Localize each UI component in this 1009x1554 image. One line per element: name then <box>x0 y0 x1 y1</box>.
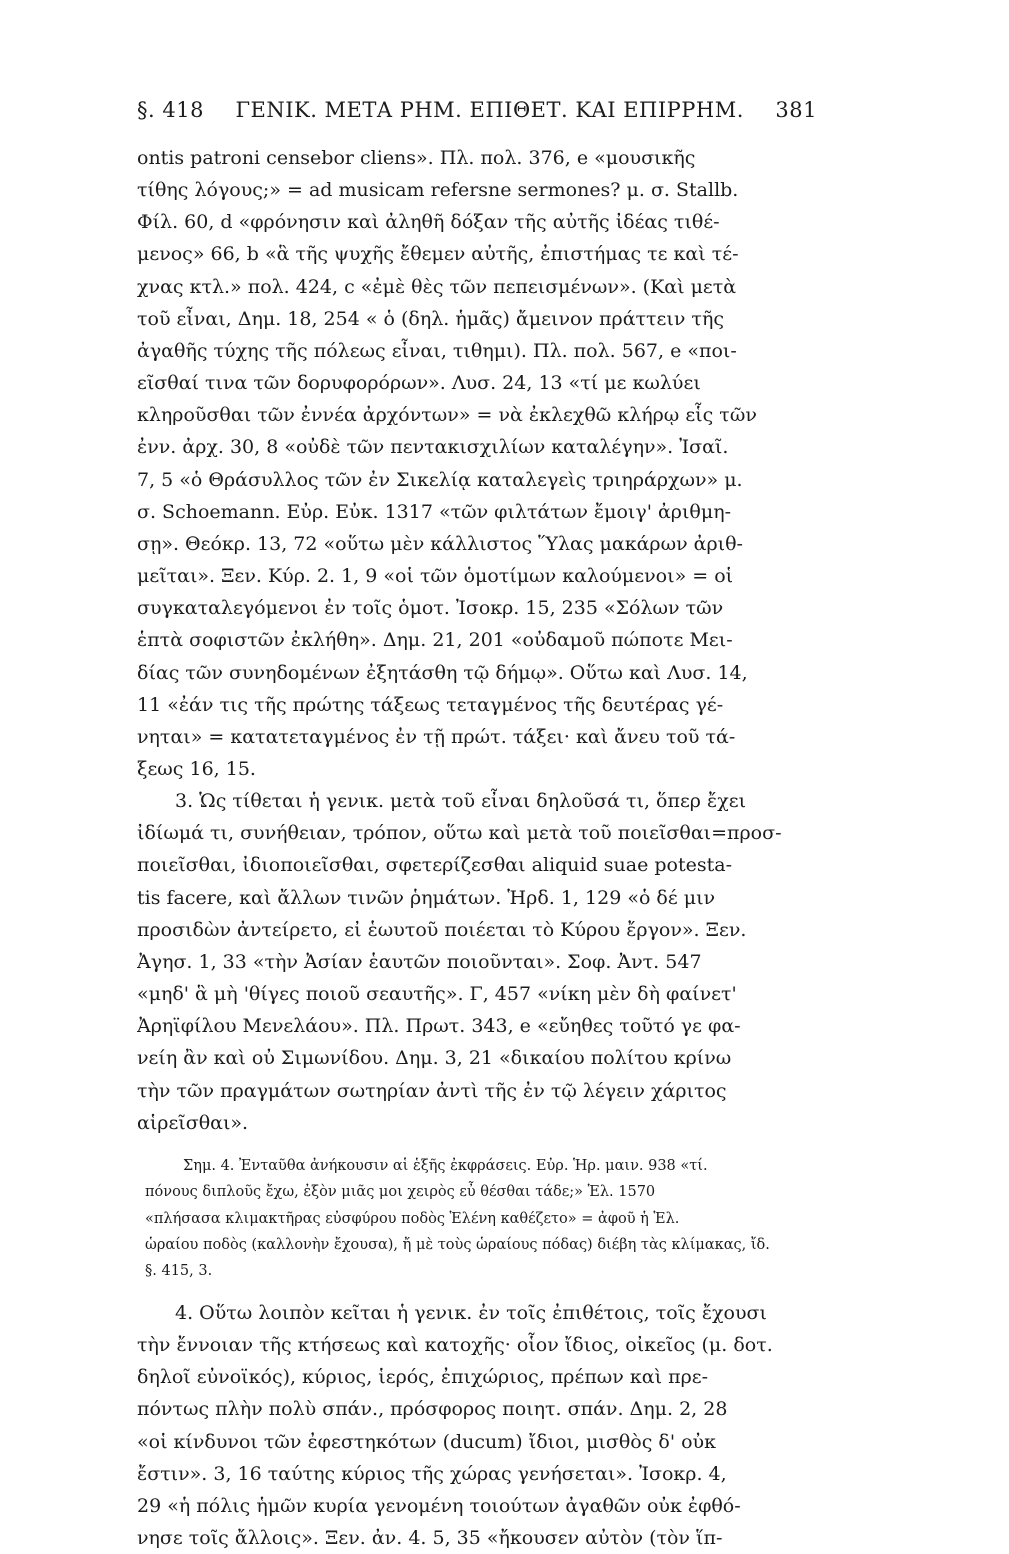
text-line: νησε τοῖς ἄλλοις». Ξεν. ἀν. 4. 5, 35 «ἤκουσεν αὐτὸν (τὸν ἵπ- <box>137 1526 723 1549</box>
text-line: τίθης λόγους;» = ad musicam refersne sermones? μ. σ. Stallb. <box>137 179 739 202</box>
text-line: 29 «ἡ πόλις ἡμῶν κυρία γενομένη τοιούτων ἀγαθῶν οὐκ ἐφθό- <box>137 1494 741 1517</box>
header-title: ΓΕΝΙΚ. ΜΕΤΑ ΡΗΜ. ΕΠΙΘΕΤ. ΚΑΙ ΕΠΙΡΡΗΜ. <box>235 98 744 122</box>
text-line: «μηδ' ἃ μὴ 'θίγες ποιοῦ σεαυτῆς». Γ, 457 «νίκη μὲν δὴ φαίνετ' <box>137 983 737 1006</box>
text-line: tis facere, καὶ ἄλλων τινῶν ῥημάτων. Ἡρδ. 1, 129 «ὁ δέ μιν <box>137 886 716 909</box>
text-line: εῖσθαί τινα τῶν δορυφορόρων». Λυσ. 24, 13 «τί με κωλύει <box>137 372 701 395</box>
text-line: πόντως πλὴν πολὺ σπάν., πρόσφορος ποιητ. σπάν. Δημ. 2, 28 <box>137 1398 728 1421</box>
text-line: ποιεῖσθαι, ἰδιοποιεῖσθαι, σφετερίζεσθαι aliquid suae potesta- <box>137 854 732 877</box>
text-line: ὡραίου ποδὸς (καλλονὴν ἔχουσα), ἤ μὲ τοὺς ὡραίους πόδας) διέβη τὰς κλίμακας, ἴδ. <box>145 1237 770 1254</box>
text-line: ontis patroni censebor cliens». Πλ. πολ. 376, e «μουσικῆς <box>137 147 696 169</box>
section-number: §. 418 <box>137 98 204 122</box>
text-line: Ἀγησ. 1, 33 «τὴν Ἀσίαν ἑαυτῶν ποιοῦνται». Σοφ. Ἀντ. 547 <box>137 950 702 973</box>
text-line: Ἀρηϊφίλου Μενελάου». Πλ. Πρωτ. 343, e «εὔηθες τοῦτό γε φα- <box>137 1015 741 1038</box>
text-line: τὴν τῶν πραγμάτων σωτηρίαν ἀντὶ τῆς ἐν τῷ λέγειν χάριτος <box>137 1079 727 1102</box>
text-line: ἀγαθῆς τύχης τῆς πόλεως εἶναι, τιθημι). Πλ. πολ. 567, e «ποι- <box>137 339 737 362</box>
text-line: πόνους διπλοῦς ἔχω, ἐξὸν μιᾶς μοι χειρὸς εὖ θέσθαι τάδε;» Ἑλ. 1570 <box>145 1184 656 1201</box>
text-line: μεῖται». Ξεν. Κύρ. 2. 1, 9 «οἱ τῶν ὁμοτίμων καλούμενοι» = οἱ <box>137 565 734 588</box>
text-line: νηται» = κατατεταγμένος ἐν τῇ πρώτ. τάξει· καὶ ἄνευ τοῦ τά- <box>137 725 736 748</box>
text-line: αἱρεῖσθαι». <box>137 1111 249 1134</box>
text-line: «οἱ κίνδυνοι τῶν ἐφεστηκότων (ducum) ἴδιοι, μισθὸς δ' οὐκ <box>137 1430 716 1453</box>
text-line: ἑπτὰ σοφιστῶν ἐκλήθη». Δημ. 21, 201 «οὐδαμοῦ πώποτε Μει- <box>137 629 733 652</box>
note-4 <box>137 1153 817 1285</box>
text-line: συγκαταλεγόμενοι ἐν τοῖς ὁμοτ. Ἰσοκρ. 15, 235 «Σόλων τῶν <box>137 597 724 620</box>
paragraph-continuation <box>137 142 817 785</box>
text-line: 7, 5 «ὁ Θράσυλλος τῶν ἐν Σικελίᾳ καταλεγεὶς τριηράρχων» μ. <box>137 468 743 491</box>
text-line: τοῦ εἶναι, Δημ. 18, 254 « ὁ (δηλ. ἡμᾶς) ἄμεινον πράττειν τῆς <box>137 307 724 330</box>
text-line: ἐνν. ἀρχ. 30, 8 «οὐδὲ τῶν πεντακισχιλίων καταλέγην». Ἰσαῖ. <box>137 436 729 459</box>
page-number: 381 <box>775 98 817 122</box>
text-line: 11 «ἐάν τις τῆς πρώτης τάξεως τεταγμένος τῆς δευτέρας γέ- <box>137 693 724 716</box>
text-line: σ. Schoemann. Εὐρ. Εὐκ. 1317 «τῶν φιλτάτων ἔμοιγ' ἀριθμη- <box>137 500 732 523</box>
text-line: 4. Οὕτω λοιπὸν κεῖται ἡ γενικ. ἐν τοῖς ἐπιθέτοις, τοῖς ἔχουσι <box>175 1301 767 1324</box>
text-line: μενος» 66, b «ἃ τῆς ψυχῆς ἔθεμεν αὐτῆς, ἐπιστήμας τε καὶ τέ- <box>137 243 739 266</box>
text-line: §. 415, 3. <box>145 1263 213 1280</box>
text-line: σῃ». Θεόκρ. 13, 72 «οὕτω μὲν κάλλιστος Ὕλας μακάρων ἀριθ- <box>137 532 743 555</box>
text-line: νείη ἂν καὶ οὐ Σιμωνίδου. Δημ. 3, 21 «δικαίου πολίτου κρίνω <box>137 1047 732 1070</box>
text-line: προσιδὼν ἀντείρετο, εἰ ἑωυτοῦ ποιέεται τὸ Κύρου ἔργον». Ξεν. <box>137 918 747 941</box>
text-line: 3. Ὡς τίθεται ἡ γενικ. μετὰ τοῦ εἶναι δηλοῦσά τι, ὅπερ ἔχει <box>175 790 747 813</box>
text-line: ἔστιν». 3, 16 ταύτης κύριος τῆς χώρας γενήσεται». Ἰσοκρ. 4, <box>137 1462 727 1485</box>
text-line: «πλήσασα κλιμακτῆρας εὐσφύρου ποδὸς Ἑλένη καθέζετο» = ἀφοῦ ἡ Ἑλ. <box>145 1210 680 1227</box>
text-line: Σημ. 4. Ἐνταῦθα ἀνήκουσιν αἱ ἑξῆς ἐκφράσεις. Εὐρ. Ἡρ. μαιν. 938 «τί. <box>183 1157 708 1174</box>
book-page <box>137 98 817 1554</box>
text-line: δίας τῶν συνηδομένων ἐξητάσθη τῷ δήμῳ». Οὕτω καὶ Λυσ. 14, <box>137 661 748 684</box>
text-line: τὴν ἔννοιαν τῆς κτήσεως καὶ κατοχῆς· οἷον ἴδιος, οἰκεῖος (μ. δοτ. <box>137 1334 773 1357</box>
text-line: Φίλ. 60, d «φρόνησιν καὶ ἀληθῆ δόξαν τῆς αὐτῆς ἰδέας τιθέ- <box>137 211 720 234</box>
text-line: χνας κτλ.» πολ. 424, c «ἐμὲ θὲς τῶν πεπεισμένων». (Καὶ μετὰ <box>137 275 737 298</box>
paragraph-4 <box>137 1297 817 1554</box>
text-line: κληροῦσθαι τῶν ἐννέα ἀρχόντων» = νὰ ἐκλεχθῶ κλήρῳ εἷς τῶν <box>137 404 757 427</box>
paragraph-3 <box>137 785 817 1139</box>
text-line: δηλοῖ εὐνοϊκός), κύριος, ἱερός, ἐπιχώριος, πρέπων καὶ πρε- <box>137 1366 709 1389</box>
text-line: ξεως 16, 15. <box>137 757 256 780</box>
text-line: ἰδίωμά τι, συνήθειαν, τρόπον, οὕτω καὶ μετὰ τοῦ ποιεῖσθαι=προσ- <box>137 822 782 845</box>
running-header <box>137 98 817 122</box>
